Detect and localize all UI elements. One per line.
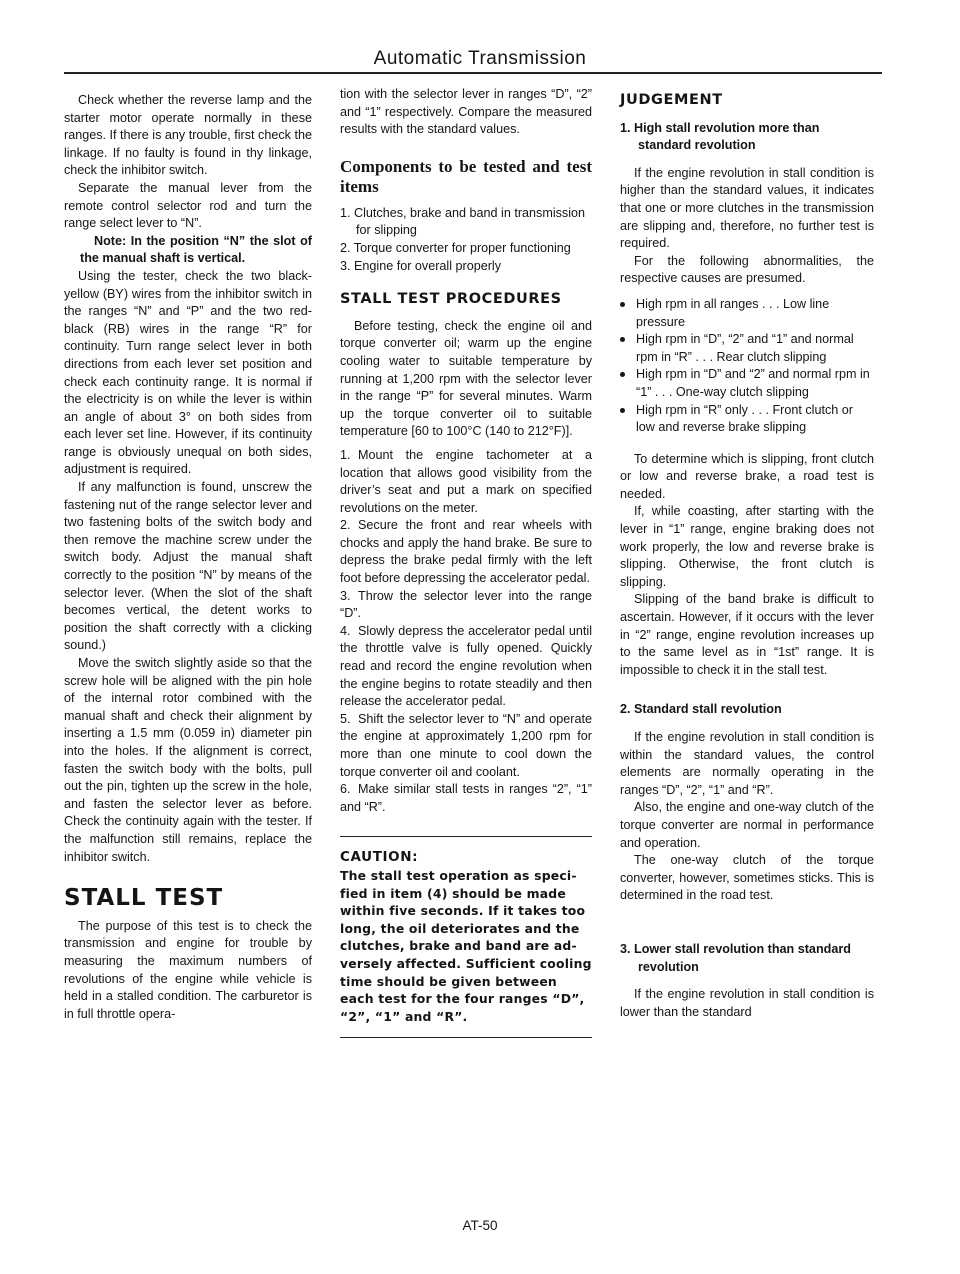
paragraph: To determine which is slipping, front clutch or low and reverse brake, a road test is needed. [620,451,874,501]
step-text: Shift the selector lever to “N” and operate the engine at approximately 1,200 rpm for more than one minute to cool down the torque converter oil and coolant. [340,711,592,779]
step-text: Secure the front and rear wheels with chocks and apply the hand brake. Be sure to depress the brake pedal firmly with the left foot before depressing the accelerator pedal. [340,518,592,586]
paragraph: Using the tester, check the two black-yellow (BY) wires from the inhibitor switch in the ranges “N” and “P” and the two red-black (RB) wires in the range “R” for continuity. Turn range select lever in both directions from each lever set position and check each continuity range. It is normal if the electricity is on while the lever is within an angle of about 3° on both sides from each lever set line. However, if its continuity range is obviously unequal on both sides, adjustment is required. [64,268,312,477]
paragraph: If any malfunction is found, unscrew the fastening nut of the range selector lever and two fastening bolts of the switch body and then remove the machine screw under the switch body. Adjust the manual shaft correctly to the position “N” by means of the selector lever. (When the slot of the shaft becomes vertical, the detent works to position the shaft correctly with a clicking sound.) [64,480,312,653]
step-text: Slowly depress the accelerator pedal until the throttle valve is fully opened. Quickly read and record the engine revolution when the engine begins to rotate steadily and then release the accelerator pedal. [340,623,592,709]
caution-top-rule [340,836,592,837]
step [340,711,592,781]
paragraph: If the engine revolution in stall condition is lower than the standard [620,987,874,1019]
step [340,517,592,587]
step [340,447,592,517]
caution-bottom-rule [340,1037,592,1038]
abnormalities-list [620,296,874,437]
caution-text: The stall test operation as speci- fied in item (4) should be made within five seconds. If it takes too long, the oil deteriorates and the clutches, brake and band are ad- versely affected. Sufficient cooling time should be given between each test for the four ranges “D”, “2”, “1” and “R”. [340,867,592,1024]
list-item: High rpm in “D”, “2” and “1” and normal rpm in “R” . . . Rear clutch slipping [620,331,874,366]
note: Note: In the position “N” the slot of the manual shaft is vertical. [80,233,312,266]
paragraph: tion with the selector lever in ranges “D”, “2” and “1” respectively. Compare the measured results with the standard values. [340,87,592,137]
step [340,588,592,623]
list-item: 3. Engine for overall properly [340,258,502,273]
list-item: High rpm in all ranges . . . Low line pressure [620,296,874,331]
step [340,781,592,816]
paragraph: If the engine revolution in stall condition is within the standard values, the control elements are normally operating in the ranges “D”, “2”, “1” and “R”. [620,730,874,797]
paragraph: If, while coasting, after starting with the lever in “1” range, engine braking does not work properly, the low and reverse brake is slipping. Otherwise, the front clutch is slipping. [620,504,874,589]
list-item: High rpm in “R” only . . . Front clutch or low and reverse brake slipping [620,402,874,437]
step-number: 2. [340,518,351,533]
step-number: 6. [340,782,351,797]
column-middle [340,86,592,1038]
subheading: 1. High stall revolution more than standard revolution [620,120,820,153]
header-rule [64,72,882,74]
step-number: 3. [340,588,351,603]
step-number: 5. [340,711,351,726]
paragraph: Check whether the reverse lamp and the starter motor operate normally in these ranges. If there is any trouble, first check the linkage. If no faulty is found in thy linkage, check the inhibitor switch. [64,93,312,178]
step-number: 1. [340,447,351,462]
step-text: Mount the engine tachometer at a location that allows good visibility from the driver’s seat and put a mark on specified revolutions on the meter. [340,447,592,515]
column-left [64,92,312,1023]
step-text: Throw the selector lever into the range “D”. [340,588,592,621]
procedure-steps [340,447,592,816]
page-number: AT-50 [462,1218,498,1233]
paragraph: For the following abnormalities, the respective causes are presumed. [620,253,874,286]
paragraph: The one-way clutch of the torque converter, however, sometimes sticks. This is determined in the road test. [620,853,874,903]
bullet-icon [620,408,625,413]
paragraph: The purpose of this test is to check the transmission and engine for trouble by measuring the maximum numbers of revolutions of the engine while vehicle is held in a stalled condition. The carburetor is in full throttle opera- [64,918,312,1021]
step-text: Make similar stall tests in ranges “2”, “1” and “R”. [340,782,592,814]
subheading: 3. Lower stall revolution than standard revolution [620,941,851,974]
paragraph: Slipping of the band brake is difficult to ascertain. However, if it occurs with the lever in “2” range, engine revolution increases up to the same level as in “1st” range. It is impossible to check it in the stall test. [620,592,874,677]
section-heading-stall-test: STALL TEST [64,885,224,912]
section-heading-procedures: STALL TEST PROCEDURES [340,291,562,308]
section-heading-components: Components to be tested and test items [340,156,592,196]
bullet-icon [620,372,625,377]
section-heading-judgement: JUDGEMENT [620,92,723,108]
paragraph: Separate the manual lever from the remote control selector rod and turn the range select lever to “N”. [64,180,312,231]
paragraph: Before testing, check the engine oil and torque converter oil; warm up the engine cooling water to suitable temperature by running at 1,200 rpm with the selector lever in the range “P” for several minutes. Warm up the torque converter oil to suitable temperature [60 to 100°C (140 to 212°F)]. [340,318,592,439]
column-right [620,92,874,1021]
page-title: Automatic Transmission [373,48,587,69]
list-item: 2. Torque converter for proper functioning [340,240,571,255]
step [340,623,592,711]
paragraph: Also, the engine and one-way clutch of the torque converter are normal in performance and operation. [620,800,874,850]
step-number: 4. [340,623,351,638]
list-item: 1. Clutches, brake and band in transmission for slipping [340,205,586,238]
subheading: 2. Standard stall revolution [620,702,782,717]
bullet-icon [620,337,625,342]
paragraph: If the engine revolution in stall condition is higher than the standard values, it indicates that one or more clutches in the transmission are slipping and, therefore, no further test is required. [620,165,874,251]
caution-heading: CAUTION: [340,849,419,866]
paragraph: Move the switch slightly aside so that the screw hole will be aligned with the pin hole of the internal rotor combined with the manual shaft and check their alignment by inserting a 1.5 mm (0.059 in) diameter pin into the holes. If the alignment is correct, fasten the switch body with the bolts, pull out the pin, tighten up the screw in the hole, and fasten the selector lever as before. Check the continuity again with the tester. If the malfunction still remains, replace the inhibitor switch. [64,656,312,864]
components-list [340,205,592,275]
list-item: High rpm in “D” and “2” and normal rpm in “1” . . . One-way clutch slipping [620,366,874,401]
bullet-icon [620,302,625,307]
